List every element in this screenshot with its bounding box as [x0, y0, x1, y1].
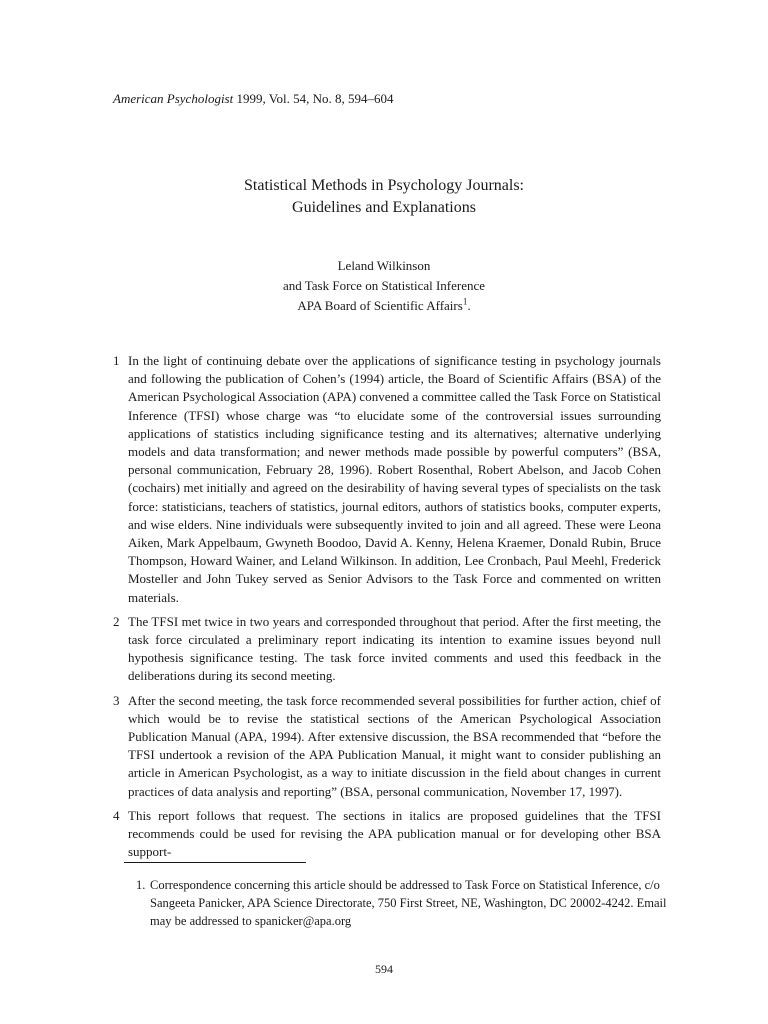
paragraph-text: This report follows that request. The sections in italics are proposed guidelines that the TFSI recommends could be used for revising the APA publication manual or for developing other BSA support- — [128, 807, 661, 860]
affiliation-text: APA Board of Scientific Affairs — [297, 298, 463, 313]
author-group: and Task Force on Statistical Inference — [282, 278, 486, 293]
paragraph-1 — [113, 352, 661, 607]
footnote — [136, 876, 670, 930]
journal-citation — [113, 90, 393, 108]
paragraph-number: 1 — [113, 353, 120, 368]
author-block — [0, 256, 768, 316]
title-line-1: Statistical Methods in Psychology Journals: — [244, 177, 524, 194]
paragraph-number: 2 — [113, 613, 120, 629]
paragraph-number: 4 — [113, 807, 120, 823]
paragraph-text: After the second meeting, the task force recommended several possibilities for further action, chief of which would be to revise the statistical sections of the American Psychological Association Publication Manual (APA, 1994). After extensive discussion, the BSA recommended that “before the TFSI undertook a revision of the APA Publication Manual, it might want to consider publishing an article in American Psychologist, as a way to initiate discussion in the field about changes in current practices of data analysis and reporting” (BSA, personal communication, November 17, 1997). — [128, 692, 661, 799]
journal-name: American Psychologist — [113, 91, 234, 106]
author-name: Leland Wilkinson — [337, 258, 431, 273]
paragraph-text: The TFSI met twice in two years and corresponded throughout that period. After the first meeting, the task force circulated a preliminary report indicating its intention to examine issues beyond null hypothesis significance testing. The task force invited comments and used this feedback in the deliberations during its second meeting. — [128, 613, 661, 684]
title-line-2: Guidelines and Explanations — [292, 199, 476, 216]
author-affiliation — [0, 296, 768, 316]
paragraph-text: In the light of continuing debate over the applications of significance testing in psychology journals and following the publication of Cohen’s (1994) article, the Board of Scientific Affairs (BSA) of the American Psychological Association (APA) convened a committee called the Task Force on Statistical Inference (TFSI) whose charge was “to elucidate some of the controversial issues surrounding applications of statistics including significance testing and its alternatives; alternative underlying models and data transformation; and newer methods made possible by powerful computers” (BSA, personal communication, February 28, 1996). Robert Rosenthal, Robert Abelson, and Jacob Cohen (cochairs) met initially and agreed on the desirability of having several types of specialists on the task force: statisticians, teachers of statistics, journal editors, authors of statistics books, computer experts, and wise elders. Nine individuals were subsequently invited to join and all agreed. These were Leona Aiken, Mark Appelbaum, Gwyneth Boodoo, David A. Kenny, Helena Kraemer, Donald Rubin, Bruce Thompson, Howard Wainer, and Leland Wilkinson. In addition, Lee Cronbach, Paul Meehl, Frederick Mosteller and John Tukey served as Senior Advisors to the Task Force and commented on written materials. — [128, 353, 661, 605]
page-number: 594 — [375, 962, 393, 976]
paragraph-2 — [113, 613, 661, 686]
body-text — [113, 352, 661, 867]
paragraph-4 — [113, 807, 661, 862]
paragraph-3 — [113, 692, 661, 801]
paragraph-number: 3 — [113, 692, 120, 708]
footnote-text: Correspondence concerning this article should be addressed to Task Force on Statistical Inference, c/o Sangeeta Panicker, APA Science Directorate, 750 First Street, NE, Washington, DC 20002-4242. Email may be addressed to spanicker@apa.org — [150, 878, 667, 928]
paper-title — [0, 175, 768, 219]
footnote-marker: 1 — [462, 296, 468, 307]
journal-details: 1999, Vol. 54, No. 8, 594–604 — [233, 91, 394, 106]
footnote-number: 1. — [136, 878, 146, 892]
affiliation-period: . — [467, 298, 471, 313]
footnote-divider — [124, 862, 306, 863]
